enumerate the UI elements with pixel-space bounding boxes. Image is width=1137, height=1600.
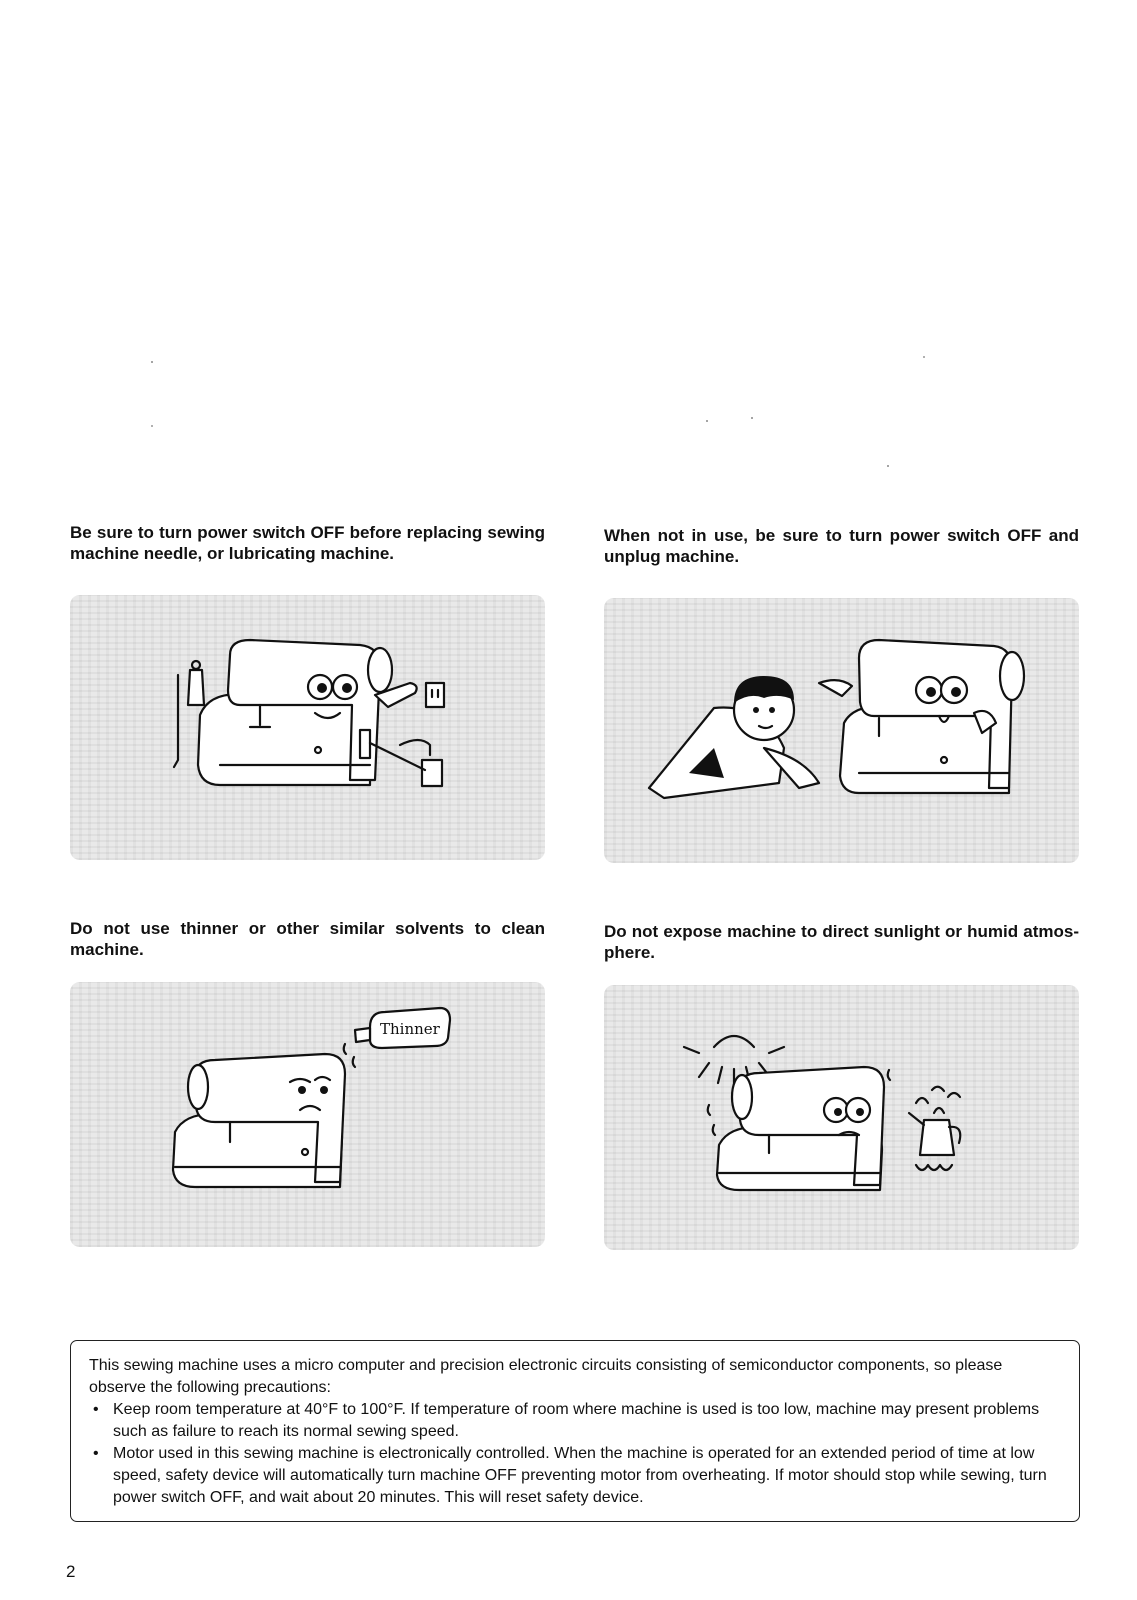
sewing-machine-icon (173, 1054, 345, 1187)
child-icon (649, 676, 819, 798)
precaution-text-motor: Motor used in this sewing machine is electronically controlled. When the machine is operated for an extended period of time at low speed, safety device will automatically turn machine OFF preventing motor from overheating. If motor should stop while sewing, turn power switch OFF, and wait about 20 minutes. This will reset safety device. (113, 1445, 1047, 1506)
thinner-bottle-icon (337, 1008, 450, 1070)
precaution-item (89, 1399, 1057, 1443)
bullet-icon: • (93, 1445, 99, 1462)
sewing-machine-icon (819, 640, 1024, 793)
caption-no-thinner: Do not use thinner or other similar solvents to clean machine. (70, 919, 545, 959)
thinner-label: Thinner (380, 1020, 440, 1038)
precaution-text-temperature: Keep room temperature at 40°F to 100°F. If temperature of room where machine is used is too low, machine may present problems such as failure to reach its normal sewing speed. (113, 1401, 1040, 1440)
precautions-list (89, 1399, 1057, 1509)
sewing-machine-icon (198, 640, 392, 785)
illustration-sun-humidity (604, 985, 1079, 1250)
precautions-intro: This sewing machine uses a micro computer and precision electronic circuits consisting of semiconductor components, so please observe the following precautions: (89, 1357, 1003, 1396)
precautions-notice (70, 1340, 1080, 1522)
precaution-item (89, 1443, 1057, 1509)
illustration-power-off-needle (70, 595, 545, 860)
caption-power-off-needle: Be sure to turn power switch OFF before replacing sewing machine needle, or lubricating machine. (70, 523, 545, 563)
bullet-icon: • (93, 1401, 99, 1418)
illustration-child-and-machine (604, 598, 1079, 863)
kettle-icon (909, 1087, 960, 1170)
sewing-machine-icon (708, 1067, 890, 1190)
page-number: 2 (66, 1562, 76, 1581)
caption-unplug-when-not-in-use: When not in use, be sure to turn power switch OFF and unplug machine. (604, 526, 1079, 566)
caption-no-sunlight-humidity: Do not expose machine to direct sunlight or humid atmos-phere. (604, 922, 1079, 962)
illustration-no-thinner (70, 982, 545, 1247)
